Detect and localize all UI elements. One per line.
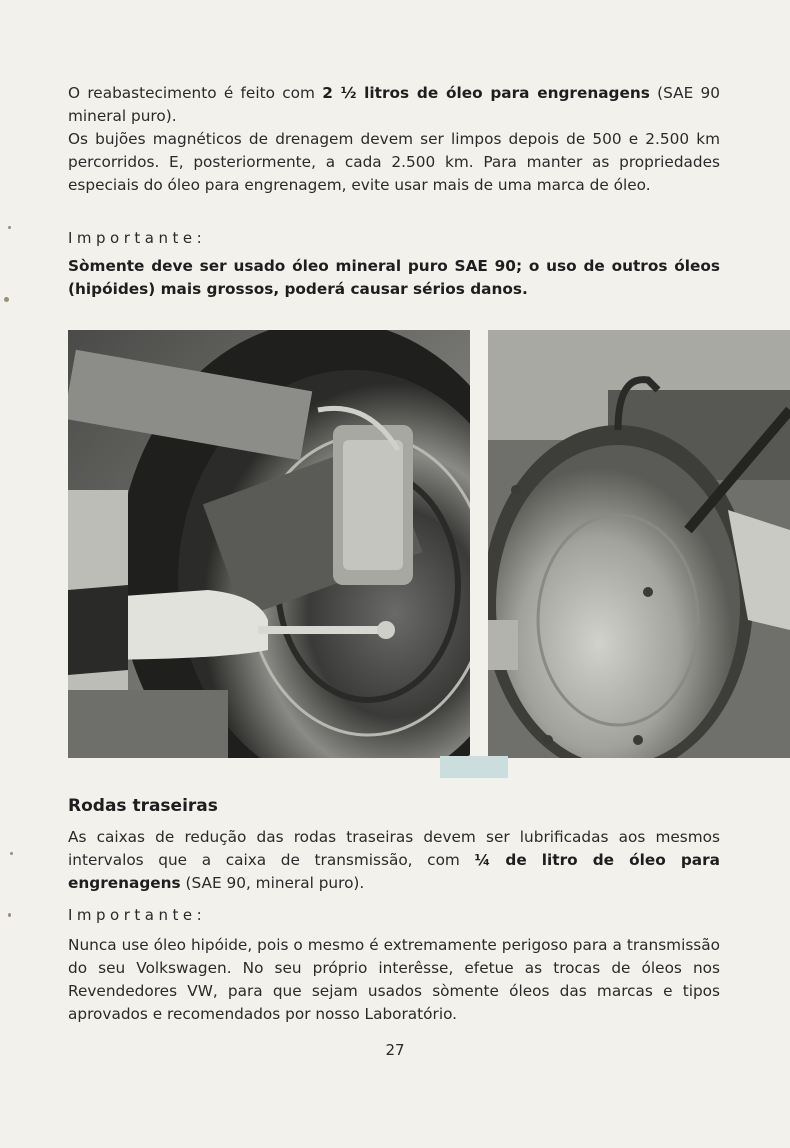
paper-speck (10, 852, 13, 855)
refill-sentence (68, 82, 720, 128)
photo-gearbox-drain-image (68, 330, 470, 758)
paper-speck (8, 913, 11, 917)
rodas-sentence (68, 826, 720, 895)
important-label-1: Importante: (68, 229, 207, 247)
decorative-tab (440, 756, 508, 778)
photo-rear-wheel-drum (488, 330, 790, 758)
heading-rodas-traseiras: Rodas traseiras (68, 796, 218, 816)
paper-speck (8, 226, 11, 229)
drain-plug-sentence: Os bujões magnéticos de drenagem devem ser limpos depois de 500 e 2.500 km percorridos. E, posteriormente, a cada 2.500 km. Para manter as propriedades especiais do óleo para engrenagem, evite usar mais de uma marca de óleo. (68, 130, 720, 194)
refill-amount: 2 ½ litros de óleo para engrenagens (322, 84, 650, 102)
photo-rear-wheel-drum-image (488, 330, 790, 758)
important-label-2: Importante: (68, 906, 207, 924)
rodas-spec: (SAE 90, mineral puro). (180, 874, 365, 892)
important-text-1: Sòmente deve ser usado óleo mineral puro SAE 90; o uso de outros óleos (hipóides) mais grossos, poderá causar sérios danos. (68, 257, 720, 298)
paragraph-rodas (68, 826, 720, 895)
important-text-2: Nunca use óleo hipóide, pois o mesmo é extremamente perigoso para a transmissão do seu Volkswagen. No seu próprio interêsse, efetue as trocas de óleos nos Revendedores VW, para que sejam usados sòmente óleos das marcas e tipos aprovados e recomendados por nosso Laboratório. (68, 936, 720, 1023)
refill-text: O reabastecimento é feito com (68, 84, 323, 102)
paragraph-refill (68, 82, 720, 197)
paper-speck (4, 297, 9, 302)
rodas-text: As caixas de redução das rodas traseiras devem ser lubrificadas aos mesmos intervalos que a caixa de transmissão, com (68, 828, 720, 869)
photo-gearbox-drain (68, 330, 470, 758)
refill-spec: (SAE 90 mineral puro). (68, 84, 721, 125)
rodas-amount: ¼ de litro de óleo para engrenagens (68, 851, 720, 892)
page-number: 27 (385, 1041, 405, 1059)
